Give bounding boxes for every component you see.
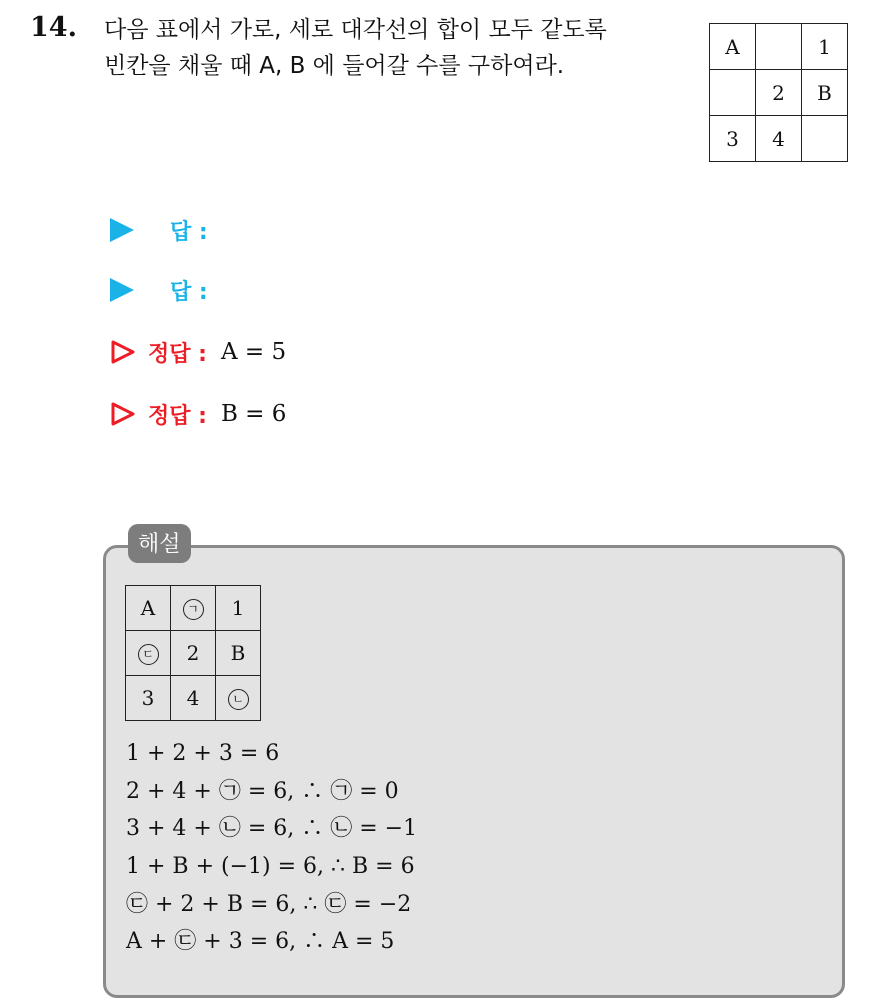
solution-line: 3 + 4 + ㉡ = 6, ∴ ㉡ = −1 [126, 816, 418, 842]
correct-answer-value: A = 5 [220, 339, 287, 365]
outline-triangle-icon [110, 339, 136, 365]
circled-letter: ㄱ [183, 599, 204, 620]
grid-cell: 1 [216, 586, 261, 631]
question-grid [709, 23, 848, 162]
answer-label: 답 : [170, 279, 208, 305]
answer-label: 답 : [170, 219, 208, 245]
correct-answer-value: B = 6 [220, 401, 287, 427]
grid-cell: 2 [171, 631, 216, 676]
grid-cell: A [126, 586, 171, 631]
solution-line: 1 + B + (−1) = 6, ∴ B = 6 [126, 854, 415, 880]
solution-line: 1 + 2 + 3 = 6 [126, 741, 280, 766]
grid-cell: B [216, 631, 261, 676]
filled-triangle-icon [110, 218, 134, 242]
answer-row [110, 210, 208, 250]
question-line-1: 다음 표에서 가로, 세로 대각선의 합이 모두 같도록 [104, 17, 607, 43]
question-text [104, 12, 684, 84]
correct-answer-label: 정답 : [148, 341, 207, 367]
question-line-2: 빈칸을 채울 때 A, B 에 들어갈 수를 구하여라. [104, 53, 565, 79]
solution-lines [126, 735, 417, 961]
solution-line: A + ㉢ + 3 = 6, ∴ A = 5 [126, 929, 395, 955]
grid-cell [171, 586, 216, 631]
grid-cell [802, 116, 848, 162]
grid-cell: 4 [171, 676, 216, 721]
question-number: 14. [30, 12, 77, 43]
answer-row [110, 270, 208, 310]
outline-triangle-icon [110, 401, 136, 427]
grid-cell [126, 631, 171, 676]
grid-cell: 3 [126, 676, 171, 721]
circled-letter: ㄷ [138, 644, 159, 665]
filled-triangle-icon [110, 278, 134, 302]
solution-grid [125, 585, 261, 721]
grid-cell: 1 [802, 24, 848, 70]
grid-cell [216, 676, 261, 721]
correct-answer-row [110, 394, 286, 434]
solution-line: ㉢ + 2 + B = 6, ∴ ㉢ = −2 [126, 891, 412, 917]
correct-answer-row [110, 332, 286, 372]
grid-cell [756, 24, 802, 70]
correct-answer-label: 정답 : [148, 403, 207, 429]
solution-line: 2 + 4 + ㉠ = 6, ∴ ㉠ = 0 [126, 778, 399, 804]
grid-cell: 3 [710, 116, 756, 162]
grid-cell: B [802, 70, 848, 116]
grid-cell: 4 [756, 116, 802, 162]
circled-letter: ㄴ [228, 689, 249, 710]
grid-cell: 2 [756, 70, 802, 116]
grid-cell [710, 70, 756, 116]
grid-cell: A [710, 24, 756, 70]
solution-tag: 해설 [128, 524, 191, 563]
